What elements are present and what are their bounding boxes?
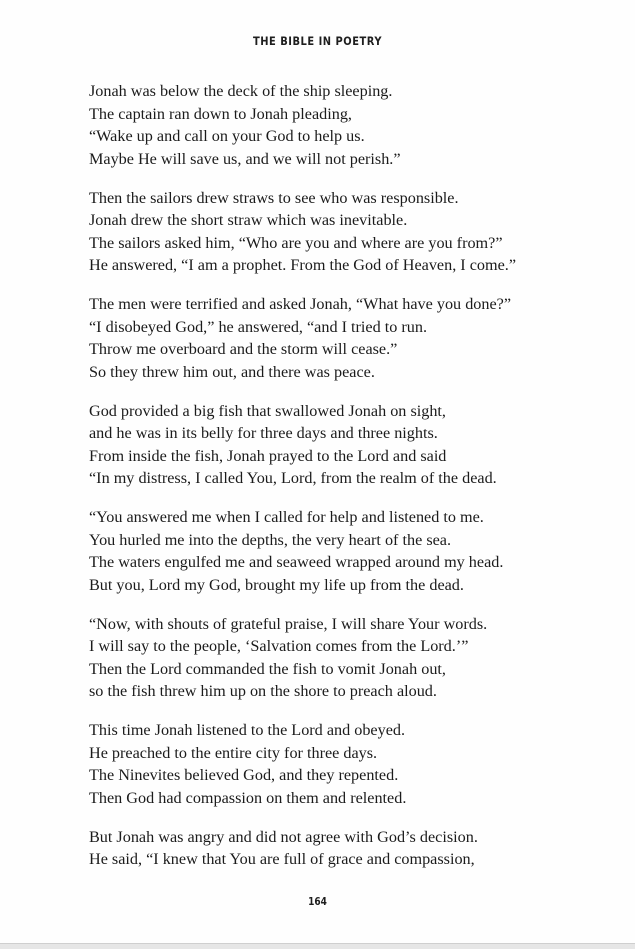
poem-line: Jonah was below the deck of the ship sleeping.: [89, 82, 393, 100]
poem-line: Then the Lord commanded the fish to vomit Jonah out,: [89, 659, 446, 678]
poem-line: From inside the fish, Jonah prayed to the Lord and said: [89, 446, 447, 465]
poem-line: The Ninevites believed God, and they repented.: [89, 766, 399, 784]
poem-line: “I disobeyed God,” he answered, “and I tried to run.: [89, 317, 428, 336]
poem-line: The captain ran down to Jonah pleading,: [89, 104, 352, 123]
poem-line: He said, “I knew that You are full of grace and compassion,: [89, 850, 475, 868]
stanza: [89, 187, 619, 277]
stanza: [89, 80, 619, 170]
poem-line: Jonah drew the short straw which was inevitable.: [89, 211, 408, 229]
poem-line: Then God had compassion on them and relented.: [89, 788, 407, 807]
page-bottom-edge: [0, 943, 635, 949]
poem-line: He preached to the entire city for three days.: [89, 743, 378, 762]
poem-line: But Jonah was angry and did not agree with God’s decision.: [89, 827, 478, 846]
poem-line: “You answered me when I called for help and listened to me.: [89, 508, 484, 526]
poem-line: Then the sailors drew straws to see who was responsible.: [89, 188, 459, 207]
poem-line: “Now, with shouts of grateful praise, I will share Your words.: [89, 614, 488, 633]
poem-line: and he was in its belly for three days and three nights.: [89, 424, 438, 442]
stanza: [89, 719, 619, 809]
running-head: THE BIBLE IN POETRY: [252, 34, 383, 48]
poem-line: He answered, “I am a prophet. From the God of Heaven, I come.”: [89, 256, 517, 274]
page-number: 164: [308, 896, 327, 908]
poem-line: The sailors asked him, “Who are you and where are you from?”: [89, 233, 503, 252]
poem-body: [89, 80, 619, 887]
poem-line: This time Jonah listened to the Lord and obeyed.: [89, 721, 406, 739]
stanza: [89, 826, 619, 871]
poem-line: Throw me overboard and the storm will cease.”: [89, 340, 398, 358]
poem-line: God provided a big fish that swallowed Jonah on sight,: [89, 401, 446, 420]
stanza: [89, 400, 619, 490]
poem-line: But you, Lord my God, brought my life up from the dead.: [89, 575, 464, 594]
poem-line: You hurled me into the depths, the very heart of the sea.: [89, 530, 452, 549]
poem-line: “Wake up and call on your God to help us.: [89, 127, 365, 145]
poem-line: so the fish threw him up on the shore to preach aloud.: [89, 682, 437, 700]
poem-line: Maybe He will save us, and we will not perish.”: [89, 149, 401, 168]
poem-line: So they threw him out, and there was peace.: [89, 362, 375, 381]
stanza: [89, 506, 619, 596]
stanza: [89, 613, 619, 703]
poem-line: The men were terrified and asked Jonah, “What have you done?”: [89, 295, 512, 313]
poem-line: The waters engulfed me and seaweed wrapped around my head.: [89, 553, 504, 571]
poem-line: I will say to the people, ‘Salvation comes from the Lord.’”: [89, 637, 469, 655]
stanza: [89, 293, 619, 383]
poem-line: “In my distress, I called You, Lord, from the realm of the dead.: [89, 469, 497, 487]
